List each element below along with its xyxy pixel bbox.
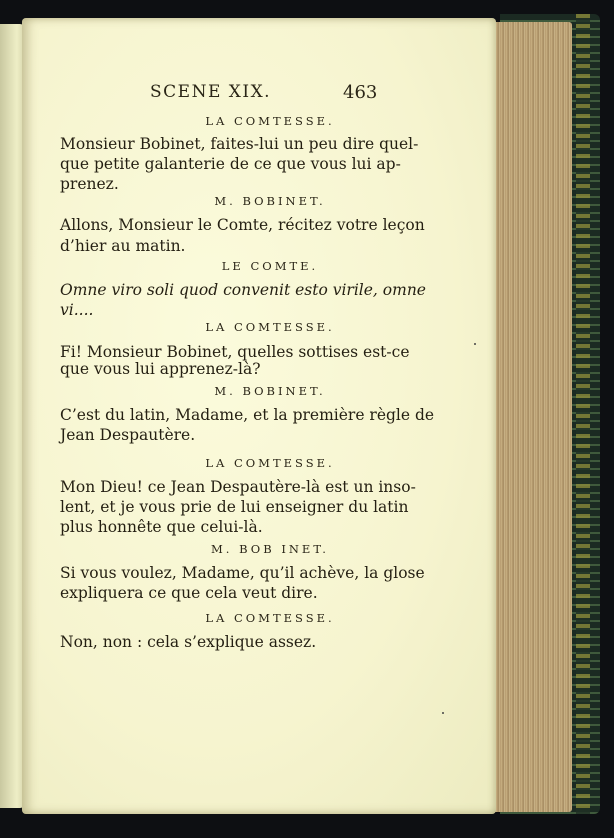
dialogue-line: plus honnête que celui-là. [60, 518, 263, 536]
dialogue-line: que vous lui apprenez-là? [60, 360, 261, 378]
dialogue-line: C’est du latin, Madame, et la première règle de [60, 406, 435, 424]
paper-speck [474, 343, 476, 345]
speaker-label: LA COMTESSE. [205, 320, 335, 334]
speaker-label: M. BOBINET. [214, 194, 326, 208]
dialogue-line: Si vous voulez, Madame, qu’il achève, la glose [60, 564, 425, 582]
latin-line: vi.... [60, 301, 94, 319]
page-edges [490, 22, 572, 812]
speaker-label: M. BOB INET. [211, 542, 329, 556]
dialogue-line: lent, et je vous prie de lui enseigner du latin [60, 498, 409, 516]
speaker-label: LA COMTESSE. [205, 456, 335, 470]
speaker-label: LA COMTESSE. [205, 114, 335, 128]
dialogue-line: prenez. [60, 175, 119, 193]
facing-page-edge [0, 24, 24, 808]
dialogue-line: Non, non : cela s’explique assez. [60, 633, 317, 651]
dialogue-line: d’hier au matin. [60, 237, 186, 255]
page-number: 463 [343, 82, 378, 103]
dialogue-line: que petite galanterie de ce que vous lui ap- [60, 155, 401, 173]
running-head: SCENE XIX. [150, 82, 272, 102]
dialogue-line: expliquera ce que cela veut dire. [60, 584, 318, 602]
dialogue-line: Mon Dieu! ce Jean Despautère-là est un inso- [60, 478, 416, 496]
dialogue-line: Monsieur Bobinet, faites-lui un peu dire quel- [60, 135, 419, 153]
paper-speck [442, 712, 444, 714]
speaker-label: LE COMTE. [221, 259, 319, 273]
dialogue-line: Jean Despautère. [60, 426, 196, 444]
latin-line: Omne viro soli quod convenit esto virile, omne [60, 281, 426, 299]
speaker-label: M. BOBINET. [214, 384, 326, 398]
speaker-label: LA COMTESSE. [205, 611, 335, 625]
dialogue-line: Fi! Monsieur Bobinet, quelles sottises est-ce [60, 343, 410, 361]
dialogue-line: Allons, Monsieur le Comte, récitez votre leçon [60, 216, 425, 234]
